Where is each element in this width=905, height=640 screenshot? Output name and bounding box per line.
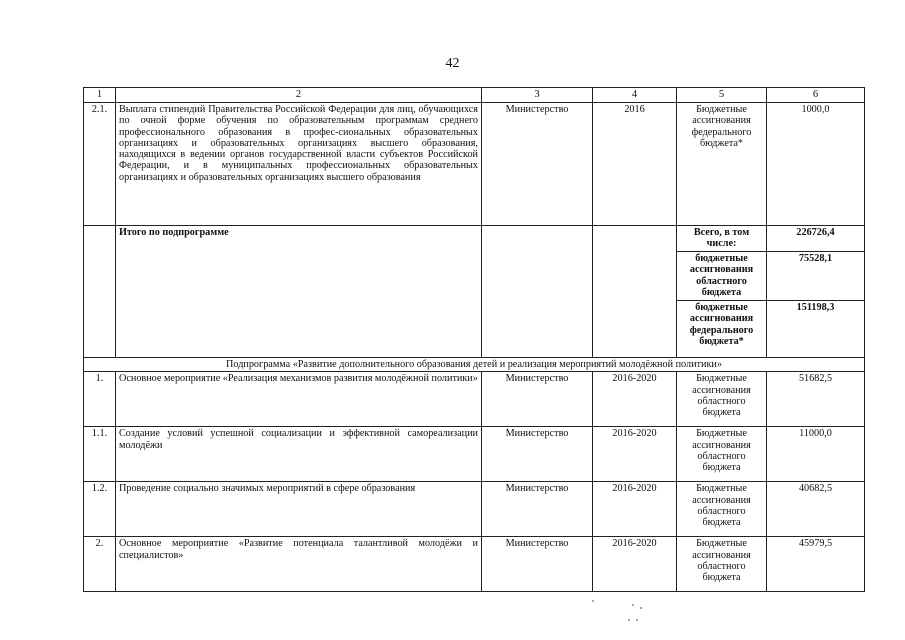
program-table xyxy=(83,87,865,592)
total-label: Итого по подпрограмме xyxy=(116,226,482,358)
total-amount: 75528,1 xyxy=(767,252,864,301)
scan-speck xyxy=(628,619,630,621)
subprogram-title: Подпрограмма «Развитие дополнительного образования детей и реализация мероприятий молодёжной политики» xyxy=(84,358,865,372)
scan-speck xyxy=(636,619,638,621)
row-number: 2. xyxy=(84,537,116,592)
row-funding-source: Бюджетные ассигнования федерального бюджета* xyxy=(677,103,767,226)
row-number: 1. xyxy=(84,372,116,427)
column-header: 6 xyxy=(767,88,865,103)
total-amount: 226726,4 xyxy=(767,226,864,252)
row-name: Основное мероприятие «Развитие потенциала талантливой молодёжи и специалистов» xyxy=(116,537,482,592)
row-year: 2016-2020 xyxy=(593,427,677,482)
total-source: Всего, в том числе: xyxy=(677,226,766,252)
column-header: 4 xyxy=(593,88,677,103)
row-name: Создание условий успешной социализации и эффективной самореализации молодёжи xyxy=(116,427,482,482)
row-executor: Министерство xyxy=(482,427,593,482)
table-row xyxy=(84,482,865,537)
page-number: 42 xyxy=(445,56,460,71)
subprogram-row xyxy=(84,358,865,372)
row-executor: Министерство xyxy=(482,103,593,226)
row-year: 2016-2020 xyxy=(593,482,677,537)
row-amount: 1000,0 xyxy=(767,103,865,226)
column-header: 2 xyxy=(116,88,482,103)
row-name: Проведение социально значимых мероприятий в сфере образования xyxy=(116,482,482,537)
table-row xyxy=(84,103,865,226)
row-name: Выплата стипендий Правительства Российской Федерации для лиц, обучающихся по очной форме обучения по образовательным программам среднего профессионального образования в профес-сиональных образовательных организациях и образовательных организациях высшего образования, находящихся в ведении органов государственной власти субъектов Российской Федерации, и в муниципальных профессиональных образовательных организациях и образовательных организациях высшего образования xyxy=(116,103,482,226)
row-funding-source: Бюджетные ассигнования областного бюджета xyxy=(677,427,767,482)
row-amount: 45979,5 xyxy=(767,537,865,592)
row-number: 1.1. xyxy=(84,427,116,482)
row-executor: Министерство xyxy=(482,372,593,427)
column-header: 3 xyxy=(482,88,593,103)
row-number: 2.1. xyxy=(84,103,116,226)
table-row xyxy=(84,537,865,592)
scan-speck xyxy=(632,604,634,606)
row-number: 1.2. xyxy=(84,482,116,537)
scan-speck xyxy=(640,607,642,609)
column-header: 5 xyxy=(677,88,767,103)
row-amount: 11000,0 xyxy=(767,427,865,482)
table-row xyxy=(84,427,865,482)
row-name: Основное мероприятие «Реализация механизмов развития молодёжной политики» xyxy=(116,372,482,427)
row-funding-source: Бюджетные ассигнования областного бюджета xyxy=(677,537,767,592)
row-amount: 51682,5 xyxy=(767,372,865,427)
row-funding-source: Бюджетные ассигнования областного бюджета xyxy=(677,482,767,537)
row-executor: Министерство xyxy=(482,537,593,592)
row-amount: 40682,5 xyxy=(767,482,865,537)
row-year: 2016-2020 xyxy=(593,372,677,427)
total-source: бюджетные ассигнования областного бюджета xyxy=(677,252,766,301)
table-header-row xyxy=(84,88,865,103)
table-row xyxy=(84,372,865,427)
total-amount: 151198,3 xyxy=(796,302,835,313)
row-year: 2016 xyxy=(593,103,677,226)
total-source: бюджетные ассигнования федерального бюджета* xyxy=(689,302,754,347)
total-row xyxy=(84,226,865,358)
row-year: 2016-2020 xyxy=(593,537,677,592)
scan-speck xyxy=(592,600,594,602)
row-funding-source: Бюджетные ассигнования областного бюджета xyxy=(677,372,767,427)
row-executor: Министерство xyxy=(482,482,593,537)
column-header: 1 xyxy=(84,88,116,103)
